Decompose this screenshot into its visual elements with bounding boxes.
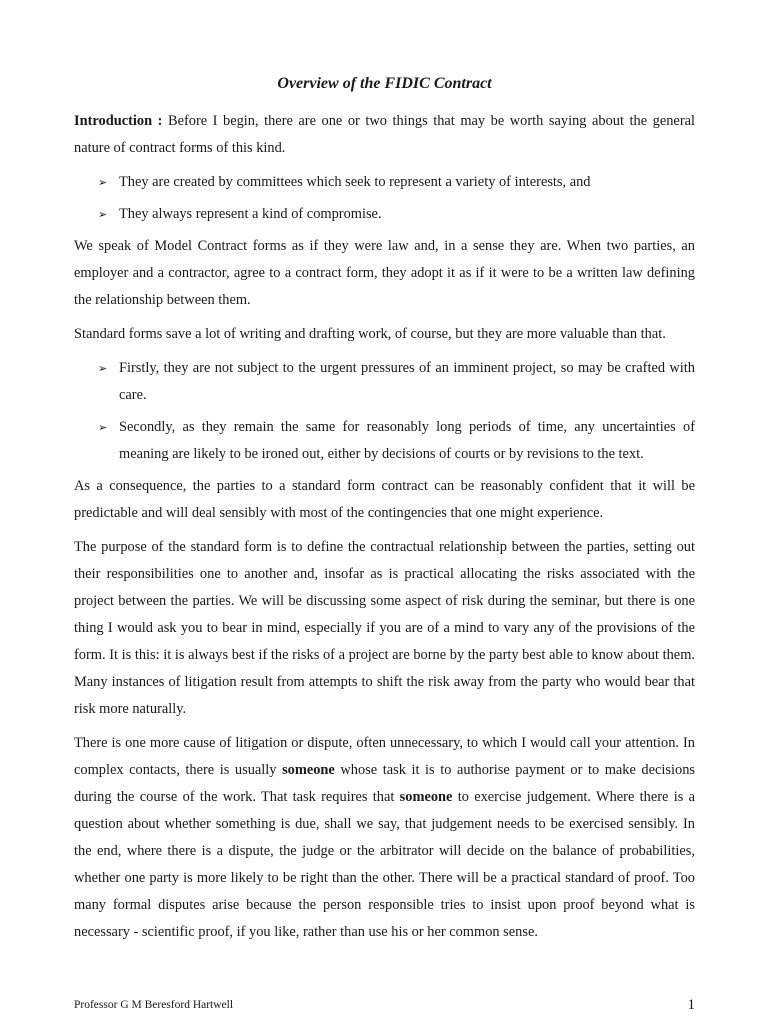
litigation-paragraph	[74, 730, 695, 946]
litigation-text-part1: There is one more cause of litigation or dispute, often unnecessary, to which I would call your attention. In complex contacts, there is usually	[74, 735, 695, 778]
list-item	[74, 169, 695, 196]
document-title: Overview of the FIDIC Contract	[277, 75, 492, 92]
intro-paragraph	[74, 108, 695, 162]
footer-author: Professor G M Beresford Hartwell	[74, 999, 234, 1011]
emphasis-someone: someone	[282, 762, 335, 778]
purpose-paragraph: The purpose of the standard form is to define the contractual relationship between the parties, setting out their responsibilities one to another and, insofar as is practical allocating the risks associated with the project between the parties. We will be discussing some aspect of risk during the seminar, but there is one thing I would ask you to bear in mind, especially if you are of a mind to vary any of the provisions of the form. It is this: it is always best if the risks of a project are borne by the party best able to know about them. Many instances of litigation result from attempts to shift the risk away from the party who would bear that risk more naturally.	[74, 539, 695, 717]
list-item	[74, 355, 695, 409]
intro-lead: Introduction :	[74, 113, 163, 129]
intro-bullet-list	[74, 169, 695, 228]
document-body	[74, 108, 695, 953]
document-page	[74, 0, 695, 1024]
arrowhead-bullet-icon: ➢	[98, 208, 108, 221]
bullet-text: They always represent a kind of compromise.	[119, 206, 382, 222]
litigation-text-part3: to exercise judgement. Where there is a question about whether something is due, shall we say, that judgement needs to be exercised sensibly. In the end, where there is a dispute, the judge or the arbitrator will decide on the balance of probabilities, whether one party is more likely to be right than the other. There will be a practical standard of proof. Too many formal disputes arise because the person responsible tries to insist upon proof beyond what is necessary - scientific proof, if you like, rather than use his or her common sense.	[74, 789, 696, 940]
bullet-text: They are created by committees which seek to represent a variety of interests, and	[119, 174, 591, 190]
litigation-text-part2: whose task it is to authorise payment or to make decisions during the course of the work. That task requires that	[74, 762, 695, 805]
emphasis-someone: someone	[399, 789, 453, 805]
intro-text: Before I begin, there are one or two things that may be worth saying about the general nature of contract forms of this kind.	[74, 113, 695, 156]
model-forms-paragraph: We speak of Model Contract forms as if they were law and, in a sense they are. When two parties, an employer and a contractor, agree to a contract form, they adopt it as if it were to be a written law defining the relationship between them.	[74, 238, 695, 308]
arrowhead-bullet-icon: ➢	[98, 176, 108, 189]
list-item	[74, 414, 695, 468]
bullet-text: Firstly, they are not subject to the urgent pressures of an imminent project, so may be crafted with care.	[119, 360, 695, 403]
arrowhead-bullet-icon: ➢	[98, 362, 108, 375]
standard-forms-paragraph: Standard forms save a lot of writing and drafting work, of course, but they are more valuable than that.	[74, 326, 666, 342]
arrowhead-bullet-icon: ➢	[98, 421, 108, 434]
consequence-paragraph: As a consequence, the parties to a standard form contract can be reasonably confident that it will be predictable and will deal sensibly with most of the contingencies that one might experience.	[74, 478, 695, 521]
value-bullet-list	[74, 355, 695, 468]
list-item	[74, 201, 695, 228]
page-number: 1	[687, 997, 695, 1013]
bullet-text: Secondly, as they remain the same for reasonably long periods of time, any uncertainties of meaning are likely to be ironed out, either by decisions of courts or by revisions to the text.	[119, 419, 695, 462]
